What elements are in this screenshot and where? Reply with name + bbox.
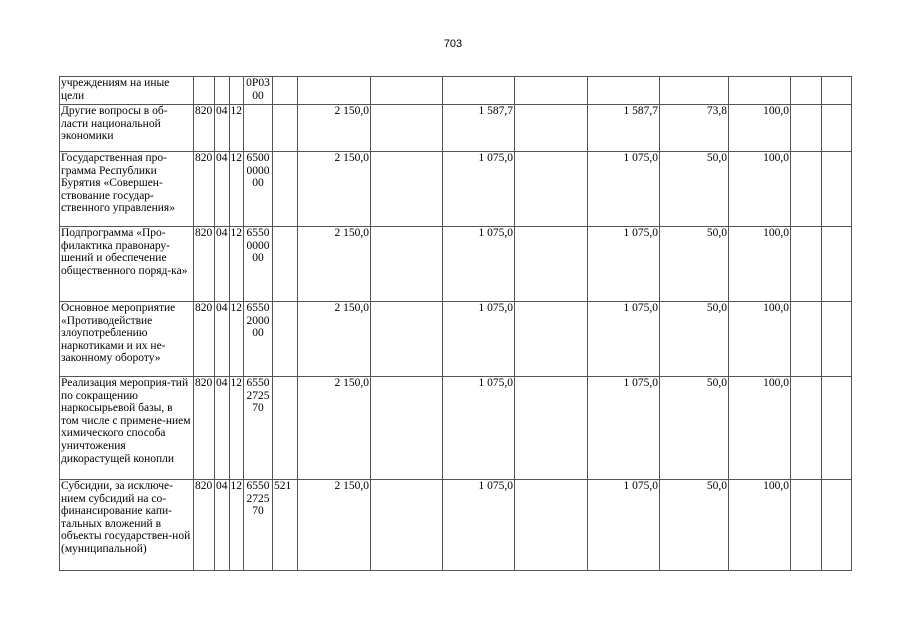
row-executed-amount: 1 075,0 xyxy=(588,227,660,302)
row-empty-cell xyxy=(371,105,443,152)
row-subsection-code: 12 xyxy=(229,105,244,152)
row-amended-amount: 1 075,0 xyxy=(443,302,515,377)
row-name: Субсидии, за исключе-нием субсидий на со-финансирование капи-тальных вложений в объекты государствен-ной (муниципальной) xyxy=(60,480,194,571)
row-percent-of-plan: 50,0 xyxy=(660,302,729,377)
row-percent-of-amended: 100,0 xyxy=(729,152,791,227)
row-empty-cell xyxy=(791,377,822,480)
row-target-article: 6550 0000 00 xyxy=(244,227,273,302)
row-target-article: 6550 2725 70 xyxy=(244,377,273,480)
row-percent-of-amended: 100,0 xyxy=(729,302,791,377)
row-name: Подпрограмма «Про-филактика правонару-шений и обеспечение общественного поряд-ка» xyxy=(60,227,194,302)
row-name: Реализация мероприя-тий по сокращению наркосырьевой базы, в том числе с примене-нием химического способа уничтожения дикорастущей конопли xyxy=(60,377,194,480)
row-plan-amount: 2 150,0 xyxy=(298,480,371,571)
row-empty-cell xyxy=(791,77,822,105)
row-empty-cell xyxy=(822,302,852,377)
row-section-code: 04 xyxy=(215,302,230,377)
row-empty-cell xyxy=(822,105,852,152)
row-target-article: 6550 2725 70 xyxy=(244,480,273,571)
table-row xyxy=(60,152,852,227)
row-name: учреждениям на иные цели xyxy=(60,77,194,105)
table-row xyxy=(60,77,852,105)
row-grbs-code xyxy=(194,77,215,105)
row-empty-cell xyxy=(371,77,443,105)
row-amended-amount: 1 075,0 xyxy=(443,480,515,571)
row-section-code: 04 xyxy=(215,377,230,480)
row-amended-amount: 1 075,0 xyxy=(443,227,515,302)
row-plan-amount: 2 150,0 xyxy=(298,227,371,302)
row-expense-type xyxy=(273,302,298,377)
row-empty-cell xyxy=(515,77,588,105)
row-plan-amount xyxy=(298,77,371,105)
row-name: Государственная про-грамма Республики Бурятия «Совершен-ствование государ-ственного управления» xyxy=(60,152,194,227)
row-empty-cell xyxy=(791,105,822,152)
row-empty-cell xyxy=(822,480,852,571)
page-number: 703 xyxy=(443,38,463,50)
row-grbs-code: 820 xyxy=(194,480,215,571)
row-percent-of-plan: 50,0 xyxy=(660,377,729,480)
row-section-code: 04 xyxy=(215,227,230,302)
row-expense-type xyxy=(273,377,298,480)
row-amended-amount xyxy=(443,77,515,105)
row-grbs-code: 820 xyxy=(194,377,215,480)
row-empty-cell xyxy=(371,480,443,571)
row-expense-type xyxy=(273,105,298,152)
row-plan-amount: 2 150,0 xyxy=(298,302,371,377)
row-section-code: 04 xyxy=(215,105,230,152)
row-subsection-code xyxy=(229,77,244,105)
row-subsection-code: 12 xyxy=(229,302,244,377)
table-row xyxy=(60,105,852,152)
row-target-article xyxy=(244,105,273,152)
row-amended-amount: 1 075,0 xyxy=(443,152,515,227)
row-percent-of-amended: 100,0 xyxy=(729,377,791,480)
row-empty-cell xyxy=(371,302,443,377)
row-executed-amount: 1 075,0 xyxy=(588,377,660,480)
row-empty-cell xyxy=(515,480,588,571)
row-grbs-code: 820 xyxy=(194,152,215,227)
row-executed-amount: 1 075,0 xyxy=(588,480,660,571)
row-expense-type xyxy=(273,77,298,105)
row-amended-amount: 1 075,0 xyxy=(443,377,515,480)
row-empty-cell xyxy=(515,105,588,152)
row-percent-of-plan: 50,0 xyxy=(660,227,729,302)
row-section-code: 04 xyxy=(215,480,230,571)
row-expense-type: 521 xyxy=(273,480,298,571)
table-row xyxy=(60,377,852,480)
row-percent-of-amended: 100,0 xyxy=(729,227,791,302)
row-name: Основное мероприятие «Противодействие злоупотреблению наркотиками и их не-законному обороту» xyxy=(60,302,194,377)
row-empty-cell xyxy=(791,227,822,302)
row-executed-amount: 1 075,0 xyxy=(588,302,660,377)
row-percent-of-amended xyxy=(729,77,791,105)
row-expense-type xyxy=(273,152,298,227)
row-empty-cell xyxy=(822,377,852,480)
row-amended-amount: 1 587,7 xyxy=(443,105,515,152)
row-section-code: 04 xyxy=(215,152,230,227)
row-empty-cell xyxy=(515,227,588,302)
budget-table xyxy=(59,76,852,571)
row-empty-cell xyxy=(822,77,852,105)
row-percent-of-plan xyxy=(660,77,729,105)
row-empty-cell xyxy=(371,152,443,227)
row-section-code xyxy=(215,77,230,105)
row-target-article: 6550 2000 00 xyxy=(244,302,273,377)
table-row xyxy=(60,227,852,302)
row-grbs-code: 820 xyxy=(194,227,215,302)
table-row xyxy=(60,480,852,571)
row-percent-of-amended: 100,0 xyxy=(729,480,791,571)
row-percent-of-plan: 50,0 xyxy=(660,480,729,571)
row-executed-amount: 1 075,0 xyxy=(588,152,660,227)
row-executed-amount: 1 587,7 xyxy=(588,105,660,152)
row-percent-of-plan: 50,0 xyxy=(660,152,729,227)
row-subsection-code: 12 xyxy=(229,377,244,480)
row-empty-cell xyxy=(515,152,588,227)
row-empty-cell xyxy=(791,302,822,377)
row-grbs-code: 820 xyxy=(194,105,215,152)
row-percent-of-amended: 100,0 xyxy=(729,105,791,152)
row-empty-cell xyxy=(822,227,852,302)
row-plan-amount: 2 150,0 xyxy=(298,152,371,227)
row-empty-cell xyxy=(515,377,588,480)
row-plan-amount: 2 150,0 xyxy=(298,377,371,480)
row-grbs-code: 820 xyxy=(194,302,215,377)
row-empty-cell xyxy=(791,480,822,571)
row-percent-of-plan: 73,8 xyxy=(660,105,729,152)
row-target-article: 0Р03 00 xyxy=(244,77,273,105)
row-empty-cell xyxy=(371,227,443,302)
row-plan-amount: 2 150,0 xyxy=(298,105,371,152)
table-row xyxy=(60,302,852,377)
row-empty-cell xyxy=(822,152,852,227)
row-empty-cell xyxy=(371,377,443,480)
row-subsection-code: 12 xyxy=(229,480,244,571)
row-empty-cell xyxy=(515,302,588,377)
row-name: Другие вопросы в об-ласти национальной экономики xyxy=(60,105,194,152)
row-target-article: 6500 0000 00 xyxy=(244,152,273,227)
row-subsection-code: 12 xyxy=(229,227,244,302)
row-empty-cell xyxy=(791,152,822,227)
row-expense-type xyxy=(273,227,298,302)
row-executed-amount xyxy=(588,77,660,105)
row-subsection-code: 12 xyxy=(229,152,244,227)
